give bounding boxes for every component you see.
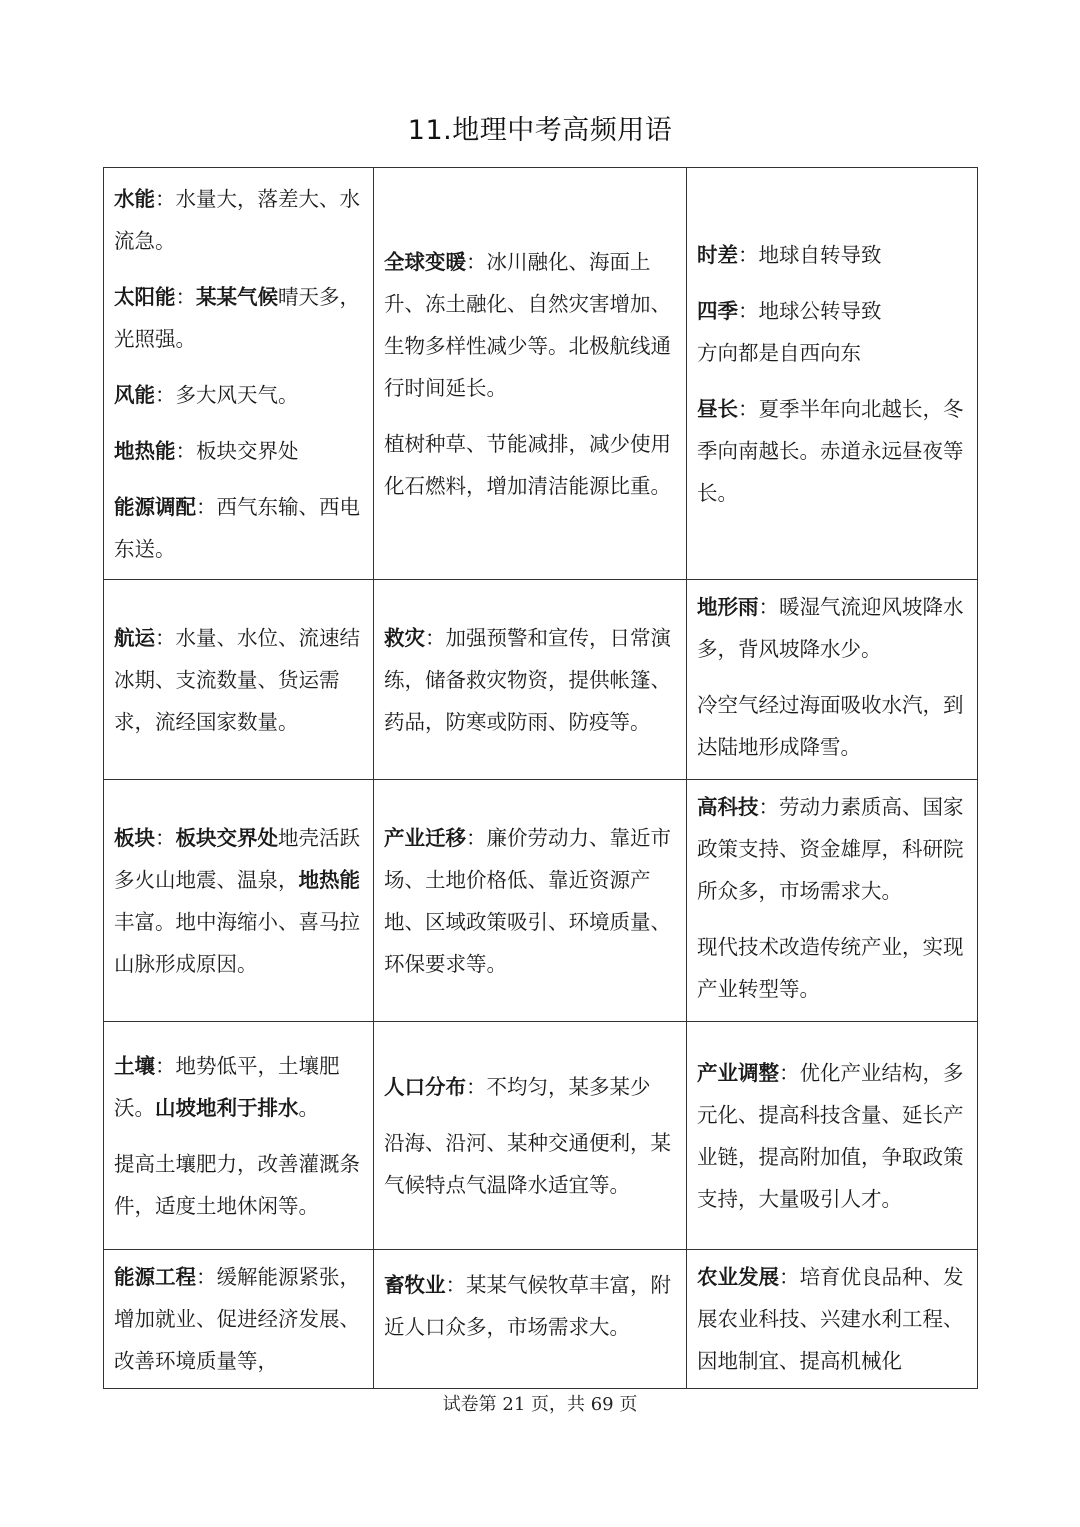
terms-table xyxy=(103,167,978,1389)
term-separator: ： xyxy=(196,1265,217,1289)
term-text: 夏季半年向北越长，冬季向南越长。赤道永远昼夜等长。 xyxy=(697,396,964,505)
term-label: 高科技 xyxy=(697,795,759,819)
term-entry xyxy=(697,1256,967,1382)
page-footer: 试卷第 21 页，共 69 页 xyxy=(442,1394,638,1415)
term-text: 沿海、沿河、某种交通便利，某气候特点气温降水适宜等。 xyxy=(384,1130,671,1197)
term-separator: ： xyxy=(466,825,487,850)
term-entry xyxy=(384,423,676,507)
term-text: 地球公转导致 xyxy=(758,298,882,323)
term-entry xyxy=(697,234,967,276)
term-text: 水量大，落差大、水流急。 xyxy=(114,186,360,253)
term-separator: ： xyxy=(758,595,779,619)
term-label: 全球变暖 xyxy=(384,249,466,274)
term-separator: ： xyxy=(155,1053,176,1078)
term-entry xyxy=(384,617,676,743)
table-row xyxy=(104,1022,978,1250)
term-label: 畜牧业 xyxy=(384,1273,446,1297)
term-label: 能源调配 xyxy=(114,494,196,519)
term-text: 优化产业结构，多元化、提高科技含量、延长产业链，提高附加值，争取政策支持，大量吸引人才。 xyxy=(697,1060,964,1211)
term-text: 西气东输、西电东送。 xyxy=(114,494,360,561)
term-label: 昼长 xyxy=(697,396,738,421)
term-entry xyxy=(697,786,967,912)
term-label: 四季 xyxy=(697,298,738,323)
term-label: 地热能 xyxy=(114,438,176,463)
table-row xyxy=(104,780,978,1022)
table-cell xyxy=(374,1022,687,1250)
term-text: 提高土壤肥力，改善灌溉条件，适度土地休闲等。 xyxy=(114,1151,360,1218)
term-text: 丰富。地中海缩小、喜马拉山脉形成原因。 xyxy=(114,909,360,976)
table-cell xyxy=(374,780,687,1022)
term-separator: ： xyxy=(155,186,176,211)
term-entry xyxy=(697,332,967,374)
term-entry xyxy=(114,817,363,985)
term-text: 培育优良品种、发展农业科技、兴建水利工程、因地制宜、提高机械化 xyxy=(697,1265,964,1373)
term-text: 晴天多，光照强。 xyxy=(114,284,360,351)
term-entry xyxy=(384,1122,676,1206)
term-text: 植树种草、节能减排，减少使用化石燃料，增加清洁能源比重。 xyxy=(384,431,671,498)
table-cell xyxy=(374,580,687,780)
term-label: 地形雨 xyxy=(697,595,759,619)
term-entry xyxy=(384,241,676,409)
term-text: 板块交界处 xyxy=(196,438,299,463)
term-entry xyxy=(114,486,363,570)
table-cell xyxy=(374,168,687,580)
term-entry xyxy=(384,1264,676,1348)
term-separator: ： xyxy=(738,396,759,421)
term-label: 太阳能 xyxy=(114,284,176,309)
term-label: 土壤 xyxy=(114,1053,155,1078)
table-row xyxy=(104,168,978,580)
term-separator: ： xyxy=(196,494,217,519)
term-entry xyxy=(114,617,363,743)
term-emphasis: 板块交界处 xyxy=(175,825,278,850)
term-entry xyxy=(114,374,363,416)
term-entry xyxy=(697,586,967,670)
term-entry xyxy=(114,1143,363,1227)
term-text: 地球自转导致 xyxy=(758,242,882,267)
term-entry xyxy=(114,430,363,472)
term-entry xyxy=(114,1256,363,1382)
term-separator: ： xyxy=(738,242,759,267)
term-separator: ： xyxy=(779,1060,800,1085)
table-cell xyxy=(687,780,978,1022)
term-entry xyxy=(114,276,363,360)
term-separator: ： xyxy=(445,1273,466,1297)
term-separator: ： xyxy=(155,625,176,650)
term-text: 不均匀，某多某少 xyxy=(486,1074,651,1099)
term-separator: ： xyxy=(155,382,176,407)
term-label: 航运 xyxy=(114,625,155,650)
table-row xyxy=(104,1250,978,1389)
term-text: 加强预警和宣传，日常演练，储备救灾物资，提供帐篷、药品，防寒或防雨、防疫等。 xyxy=(384,625,671,734)
term-text: 冷空气经过海面吸收水汽，到达陆地形成降雪。 xyxy=(697,693,964,759)
term-text: 冰川融化、海面上升、冻土融化、自然灾害增加、生物多样性减少等。北极航线通行时间延长。 xyxy=(384,249,671,400)
term-entry xyxy=(697,926,967,1010)
term-entry xyxy=(114,1045,363,1129)
term-separator: ： xyxy=(466,249,487,274)
term-text: 劳动力素质高、国家政策支持、资金雄厚，科研院所众多，市场需求大。 xyxy=(697,795,964,903)
term-entry xyxy=(697,290,967,332)
term-label: 人口分布 xyxy=(384,1074,466,1099)
term-text: 廉价劳动力、靠近市场、土地价格低、靠近资源产地、区域政策吸引、环境质量、环保要求等。 xyxy=(384,825,671,976)
table-cell xyxy=(687,1022,978,1250)
term-label: 产业调整 xyxy=(697,1060,779,1085)
term-entry xyxy=(697,1052,967,1220)
table-cell xyxy=(104,1022,374,1250)
term-text: 缓解能源紧张，增加就业、促进经济发展、改善环境质量等， xyxy=(114,1265,360,1373)
term-label: 能源工程 xyxy=(114,1265,196,1289)
term-separator: ： xyxy=(425,625,446,650)
table-cell xyxy=(374,1250,687,1389)
term-label: 水能 xyxy=(114,186,155,211)
table-cell xyxy=(104,780,374,1022)
page-title: 11.地理中考高频用语 xyxy=(407,115,673,146)
term-label: 时差 xyxy=(697,242,738,267)
term-emphasis: 某某气候 xyxy=(196,284,278,309)
term-text: 水量、水位、流速结冰期、支流数量、货运需求，流经国家数量。 xyxy=(114,625,360,734)
term-entry xyxy=(697,684,967,768)
term-entry xyxy=(384,817,676,985)
term-separator: ： xyxy=(155,825,176,850)
table-cell xyxy=(104,1250,374,1389)
term-text: 方向都是自西向东 xyxy=(697,340,861,365)
term-separator: ： xyxy=(779,1265,800,1289)
term-text: 地壳活跃多火山地震、温泉， xyxy=(114,825,360,892)
term-text: 现代技术改造传统产业，实现产业转型等。 xyxy=(697,935,964,1001)
term-separator: ： xyxy=(175,284,196,309)
term-separator: ： xyxy=(758,795,779,819)
term-text: 暖湿气流迎风坡降水多，背风坡降水少。 xyxy=(697,595,964,661)
term-label: 产业迁移 xyxy=(384,825,466,850)
term-text: 某某气候牧草丰富，附近人口众多，市场需求大。 xyxy=(384,1273,671,1339)
table-cell xyxy=(687,168,978,580)
term-separator: ： xyxy=(738,298,759,323)
table-row xyxy=(104,580,978,780)
term-label: 风能 xyxy=(114,382,155,407)
term-emphasis: 山坡地利于排水 xyxy=(155,1095,299,1120)
term-text: 地势低平，土壤肥沃。 xyxy=(114,1053,340,1120)
term-label: 救灾 xyxy=(384,625,425,650)
term-entry xyxy=(114,178,363,262)
term-text: 多大风天气。 xyxy=(175,382,299,407)
term-text: 。 xyxy=(298,1095,319,1120)
term-label: 板块 xyxy=(114,825,155,850)
term-label: 农业发展 xyxy=(697,1265,779,1289)
term-entry xyxy=(697,388,967,514)
term-emphasis: 地热能 xyxy=(298,867,360,892)
term-separator: ： xyxy=(175,438,196,463)
table-cell xyxy=(687,580,978,780)
table-cell xyxy=(104,580,374,780)
table-cell xyxy=(104,168,374,580)
term-entry xyxy=(384,1066,676,1108)
table-cell xyxy=(687,1250,978,1389)
term-separator: ： xyxy=(466,1074,487,1099)
